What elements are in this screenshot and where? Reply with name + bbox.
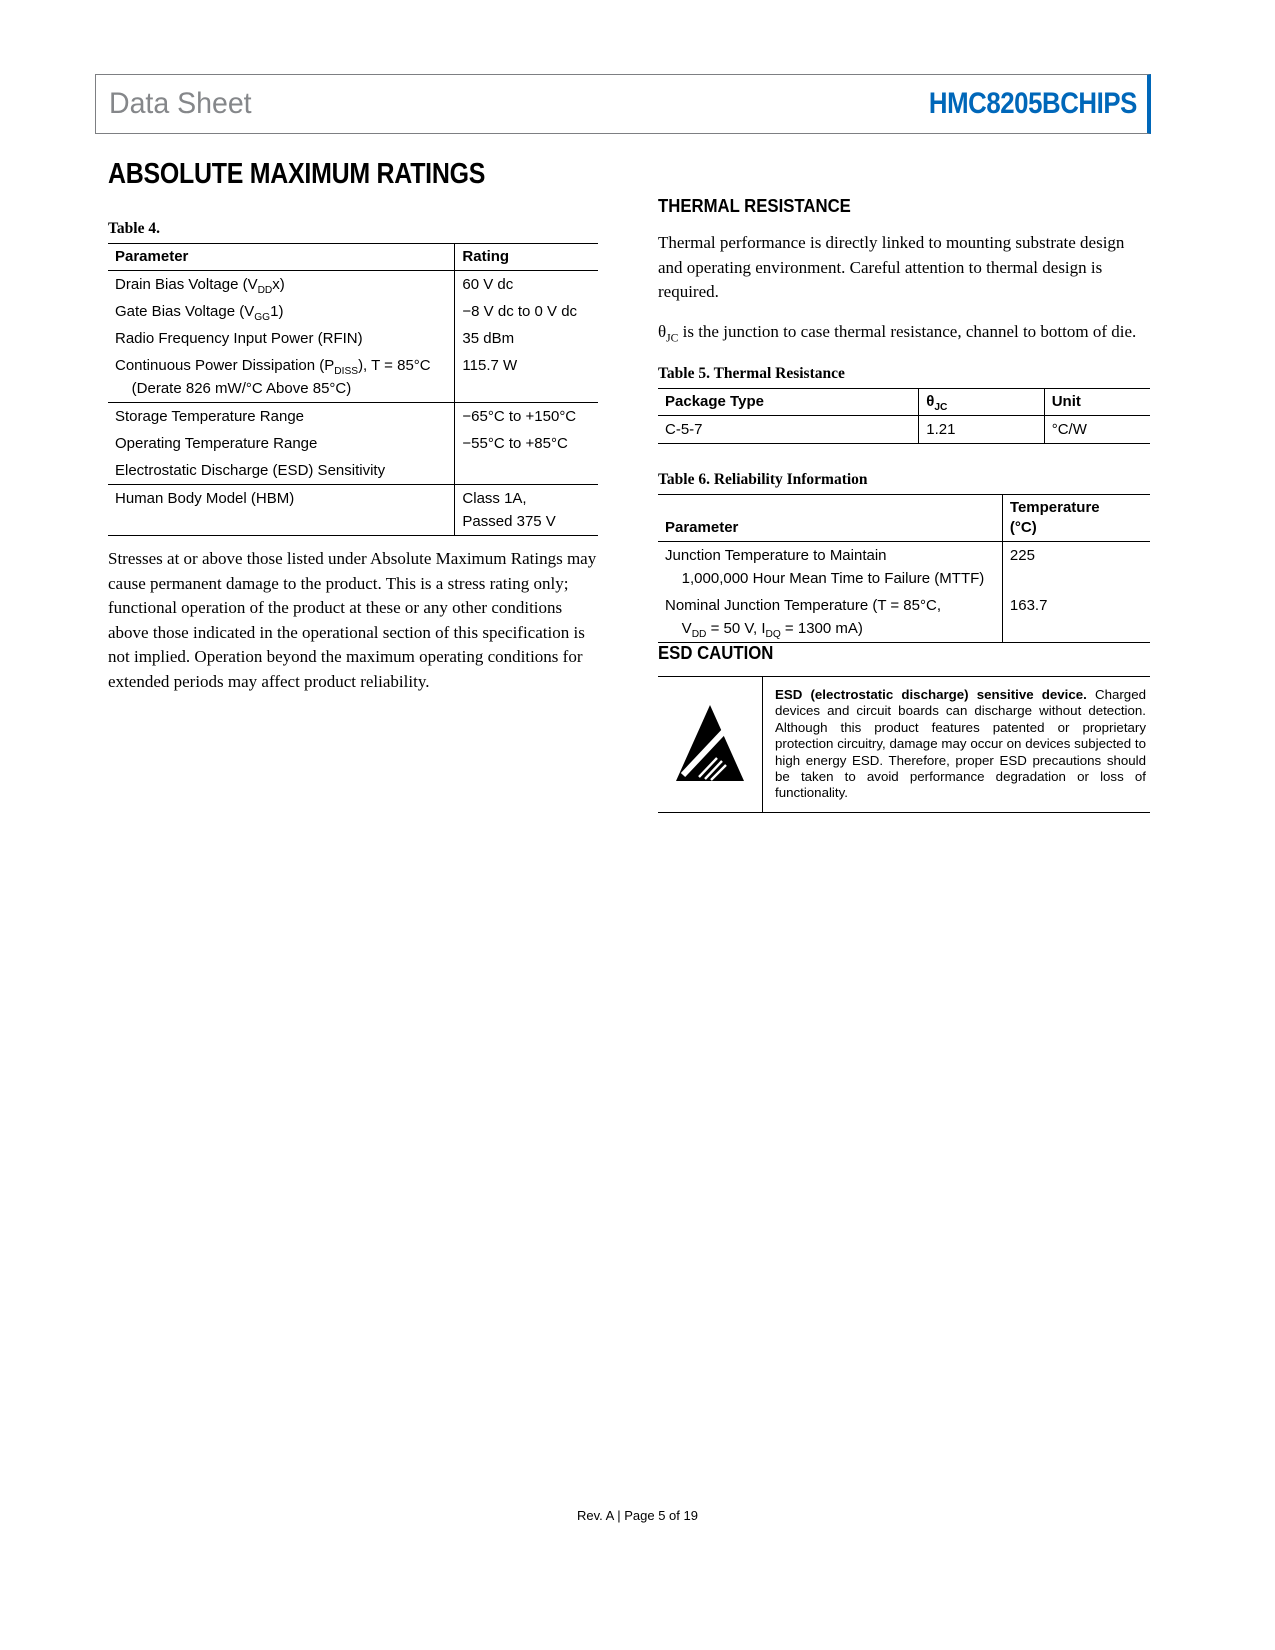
table6-header-row: [658, 495, 1150, 542]
parameter-cell: Operating Temperature Range: [115, 435, 318, 452]
table5-header-package-type: Package Type: [658, 389, 919, 416]
esd-caution-body: Charged devices and circuit boards can discharge without detection. Although this product features patented or proprietary protection circuitry, damage may occur on devices subjected to high energy ESD. Therefore, proper ESD precautions should be taken to avoid performance degradation or loss of functionality.: [775, 687, 1146, 801]
parameter-cell: Gate Bias Voltage $(V_{GG}1)$: [115, 303, 284, 323]
thermal-paragraph-2: $\theta_{JC}$ is the junction to case thermal resistance, channel to bottom of die.: [658, 321, 1137, 344]
table4-header-row: [108, 244, 598, 271]
parameter-cell: Electrostatic Discharge (ESD) Sensitivity: [115, 462, 386, 479]
esd-caution-lead: ESD (electrostatic discharge) sensitive device.: [775, 687, 1087, 702]
rating-cell: [455, 457, 598, 485]
doc-type-label: Data Sheet: [109, 87, 252, 120]
package-type-cell: C-5-7: [665, 421, 703, 438]
esd-caution-text: [763, 677, 1150, 812]
table-row: [108, 352, 598, 403]
parameter-cell: Drain Bias Voltage $(V_{DD}x)$: [115, 276, 285, 296]
table6-header-parameter: Parameter: [658, 495, 1002, 542]
parameter-cell: Human Body Model (HBM): [108, 485, 455, 536]
theta-jc-cell: 1.21: [919, 416, 1044, 444]
unit-cell: °C/W: [1044, 416, 1150, 444]
section-title-thermal-resistance: THERMAL RESISTANCE: [658, 196, 851, 216]
table-row: [108, 403, 598, 431]
table5-caption: Table 5. Thermal Resistance: [658, 365, 845, 382]
parameter-cell: Junction Temperature to Maintain 1,000,000 Hour Mean Time to Failure (MTTF): [665, 547, 985, 587]
parameter-cell: Radio Frequency Input Power (RFIN): [115, 330, 363, 347]
table4-header-rating: Rating: [455, 244, 598, 271]
table-row: [108, 271, 598, 299]
table4-header-parameter: Parameter: [108, 244, 455, 271]
table4-caption: Table 4.: [108, 220, 160, 237]
temperature-cell: 225: [1002, 542, 1150, 593]
table-row: [658, 416, 1150, 444]
rating-cell: −8 V dc to 0 V dc: [455, 298, 598, 325]
page-header: [95, 74, 1151, 134]
page-footer: Rev. A | Page 5 of 19: [577, 1508, 698, 1523]
left-column: [108, 158, 598, 694]
rating-cell: 35 dBm: [455, 325, 598, 352]
rating-cell: −55°C to +85°C: [455, 430, 598, 457]
table6-header-temperature: Temperature (°C): [1002, 495, 1150, 542]
table-row: [658, 542, 1150, 593]
parameter-cell: Storage Temperature Range: [108, 403, 455, 431]
table6-reliability-information: [658, 494, 1150, 643]
table-row: [108, 430, 598, 457]
esd-caution-icon: [674, 703, 746, 785]
rating-cell: 60 V dc: [455, 271, 598, 299]
part-number: HMC8205BCHIPS: [928, 87, 1137, 120]
right-column: [658, 196, 1150, 813]
parameter-cell: Nominal Junction Temperature (T = 85°C, $V_{DD} = 50$ V, $I_{DQ} = 1300$ mA): [665, 597, 941, 640]
esd-caution-box: [658, 676, 1150, 813]
temperature-cell: 163.7: [1002, 592, 1150, 643]
rating-cell: 115.7 W: [455, 352, 598, 403]
parameter-cell: Continuous Power Dissipation $(P_{DISS})$, T = 85°C (Derate 826 mW/°C Above 85°C): [115, 357, 431, 397]
table5-header-theta-jc: $\theta_{JC}$: [919, 389, 1044, 416]
rating-cell: −65°C to +150°C: [455, 403, 598, 431]
table5-header-unit: Unit: [1044, 389, 1150, 416]
section-title-esd-caution: ESD CAUTION: [658, 643, 774, 663]
table-row: [108, 485, 598, 536]
table5-header-row: [658, 389, 1150, 416]
table4-absolute-maximum-ratings: [108, 243, 598, 536]
thermal-paragraph-1: Thermal performance is directly linked to mounting substrate design and operating environment. Careful attention to thermal design is required.: [658, 233, 1125, 301]
table6-caption: Table 6. Reliability Information: [658, 471, 868, 488]
abs-max-ratings-note: Stresses at or above those listed under Absolute Maximum Ratings may cause permanent damage to the product. This is a stress rating only; functional operation of the product at these or any other conditions above those indicated in the operational section of this specification is not implied. Operation beyond the maximum operating conditions for extended periods may affect product reliability.: [108, 549, 597, 691]
table-row: [658, 592, 1150, 643]
table-row: [108, 457, 598, 485]
table-row: [108, 325, 598, 352]
section-title-absolute-maximum-ratings: ABSOLUTE MAXIMUM RATINGS: [108, 158, 486, 190]
rating-cell: Class 1A, Passed 375 V: [455, 485, 598, 536]
table5-thermal-resistance: [658, 388, 1150, 444]
esd-icon-cell: [658, 677, 763, 812]
table-row: [108, 298, 598, 325]
